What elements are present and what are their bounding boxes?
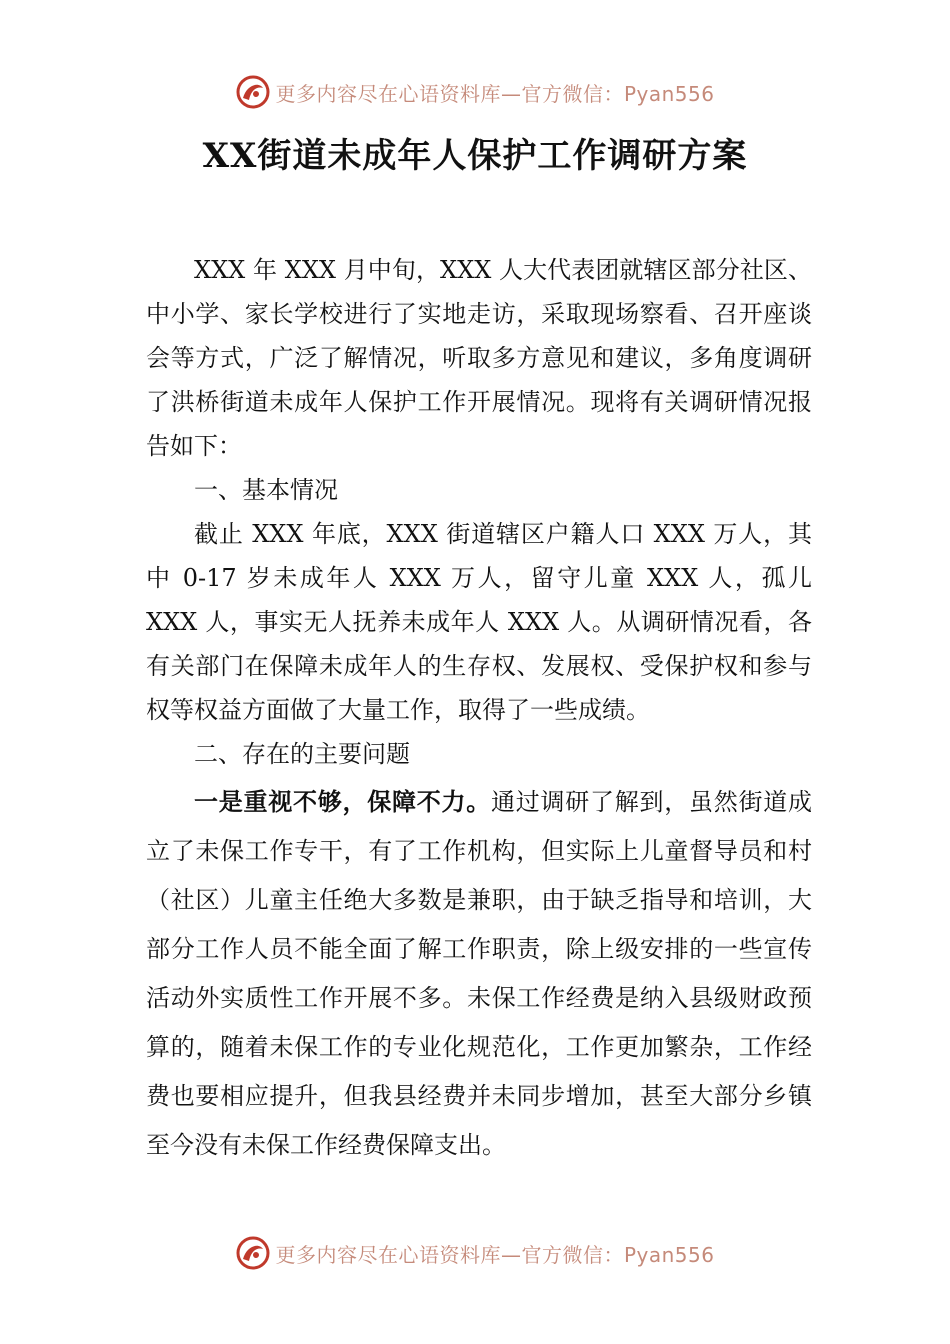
watermark-banner-bottom <box>0 1233 950 1273</box>
document-body <box>146 248 812 1170</box>
paragraph-problem-one <box>146 778 812 1170</box>
paragraph-basic-situation: 截止 XXX 年底，XXX 街道辖区户籍人口 XXX 万人，其中 0-17 岁未成年人 XXX 万人，留守儿童 XXX 人，孤儿 XXX 人，事实无人抚养未成年人 XXX 人。从调研情况看，各有关部门在保障未成年人的生存权、发展权、受保护权和参与权等权益方面做了大量工作，取得了一些成绩。 <box>146 520 812 724</box>
problem-one-lead: 一是重视不够，保障不力。 <box>194 788 491 816</box>
document-title: XX街道未成年人保护工作调研方案 <box>202 136 748 176</box>
section-heading-problems: 二、存在的主要问题 <box>194 740 410 768</box>
red-swirl-logo-icon <box>235 74 271 110</box>
paragraph-intro: XXX 年 XXX 月中旬，XXX 人大代表团就辖区部分社区、中小学、家长学校进行了实地走访，采取现场察看、召开座谈会等方式，广泛了解情况，听取多方意见和建议，多角度调研了洪桥街道未成年人保护工作开展情况。现将有关调研情况报告如下： <box>146 256 812 460</box>
watermark-text: 更多内容尽在心语资料库—官方微信：Pyan556 <box>275 81 715 106</box>
problem-one-body: 通过调研了解到，虽然街道成立了未保工作专干，有了工作机构，但实际上儿童督导员和村（社区）儿童主任绝大多数是兼职，由于缺乏指导和培训，大部分工作人员不能全面了解工作职责，除上级安排的一些宣传活动外实质性工作开展不多。未保工作经费是纳入县级财政预算的，随着未保工作的专业化规范化，工作更加繁杂，工作经费也要相应提升，但我县经费并未同步增加，甚至大部分乡镇至今没有未保工作经费保障支出。 <box>146 788 812 1159</box>
watermark-text: 更多内容尽在心语资料库—官方微信：Pyan556 <box>275 1242 715 1267</box>
watermark-banner-top <box>0 72 950 112</box>
red-swirl-logo-icon <box>235 1235 271 1271</box>
section-heading-basic: 一、基本情况 <box>194 476 338 504</box>
